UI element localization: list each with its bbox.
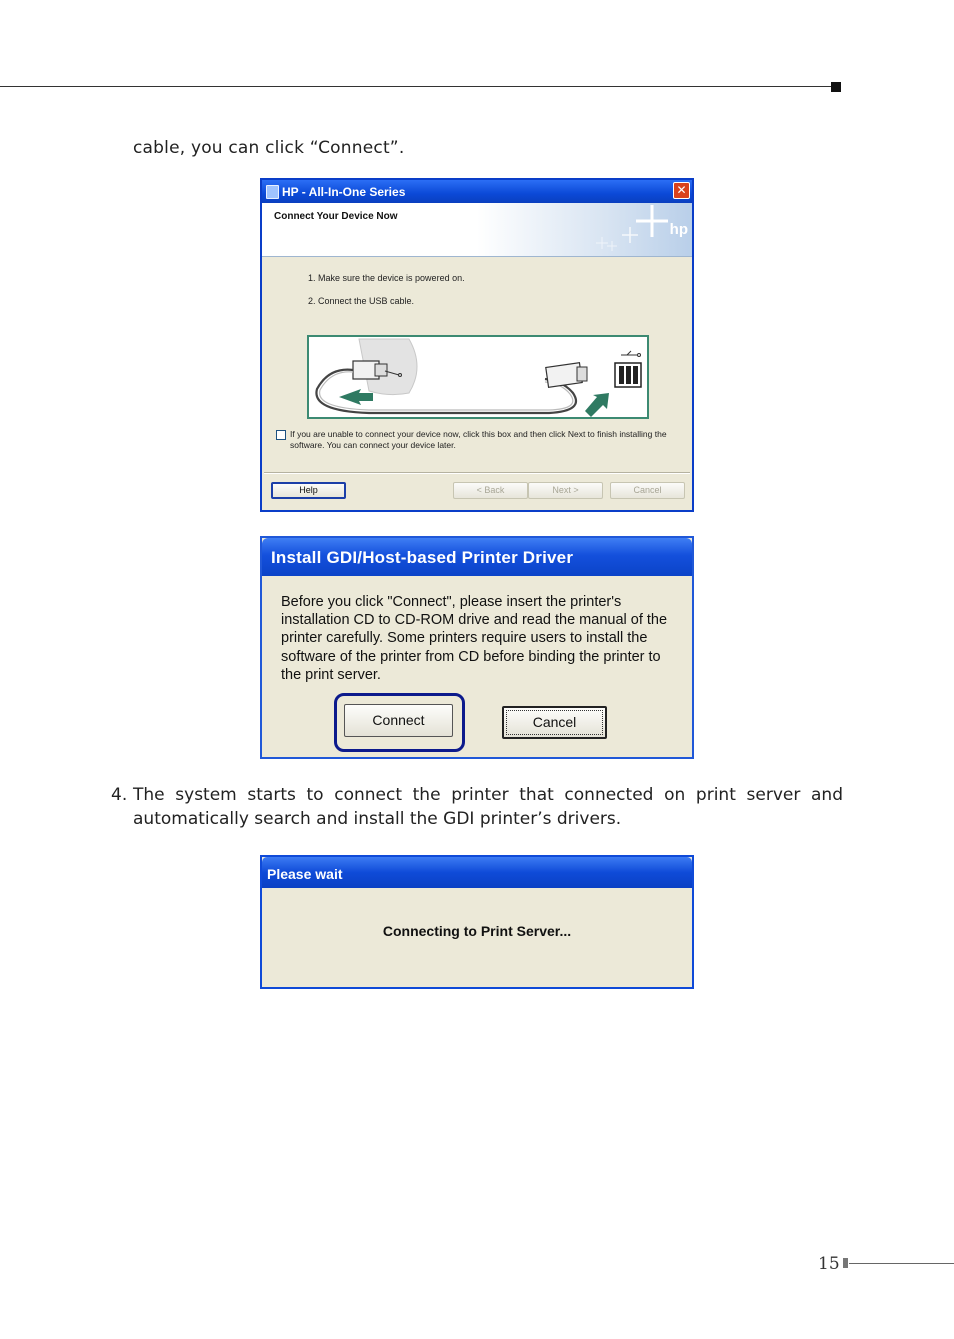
instruction-step-2: 2. Connect the USB cable. <box>308 296 415 306</box>
app-icon <box>266 185 279 199</box>
instruction-step-1: 1. Make sure the device is powered on. <box>308 273 465 283</box>
gdi-cancel-button[interactable] <box>502 706 607 739</box>
back-button[interactable]: < Back <box>453 482 528 499</box>
intro-text: cable, you can click “Connect”. <box>133 138 405 158</box>
header-square-marker <box>831 82 841 92</box>
usb-cable-icon <box>316 361 576 413</box>
usb-port-icon <box>546 351 641 387</box>
step-number: 4. <box>111 785 128 805</box>
arrow-icon <box>339 389 373 405</box>
hp-dialog-title: HP - All-In-One Series <box>282 185 406 199</box>
hp-connect-dialog <box>260 178 694 512</box>
cancel-button[interactable]: Cancel <box>610 482 685 499</box>
footer-rule <box>849 1263 954 1264</box>
button-separator <box>264 472 690 474</box>
plus-decoration-icon <box>594 203 674 255</box>
page-number: 15 <box>818 1254 840 1274</box>
wait-dialog-message: Connecting to Print Server... <box>382 923 572 939</box>
connect-later-checkbox[interactable] <box>276 430 286 440</box>
gdi-dialog-message: Before you click "Connect", please insert the printer's installation CD to CD-ROM drive and read the manual of the printer carefully. Some printers require users to install the software of the printer from CD before binding the printer to the print server. <box>281 594 668 683</box>
arrow-icon-right <box>585 393 609 417</box>
hp-dialog-banner <box>262 203 692 257</box>
usb-illustration <box>307 335 649 419</box>
close-icon[interactable]: ✕ <box>673 182 690 199</box>
gdi-dialog-titlebar[interactable] <box>262 538 692 576</box>
footer-marker <box>843 1258 848 1268</box>
hp-logo: hp <box>669 221 688 238</box>
wait-dialog-title: Please wait <box>267 866 343 882</box>
connect-later-label: If you are unable to connect your device now, click this box and then click Next to finish installing the software. You can connect your device later. <box>290 429 667 450</box>
step-text: The system starts to connect the printer that connected on print server and automatically search and install the GDI printer’s drivers. <box>133 785 843 829</box>
next-button[interactable]: Next > <box>528 482 603 499</box>
banner-title: Connect Your Device Now <box>274 211 398 222</box>
wait-dialog-titlebar[interactable] <box>262 857 692 888</box>
header-rule <box>0 86 832 87</box>
help-button[interactable]: Help <box>271 482 346 499</box>
connect-button[interactable]: Connect <box>344 704 453 737</box>
gdi-driver-dialog <box>260 536 694 759</box>
gdi-cancel-label: Cancel <box>506 710 603 735</box>
step-4 <box>111 783 843 831</box>
please-wait-dialog <box>260 855 694 989</box>
gdi-dialog-title: Install GDI/Host-based Printer Driver <box>271 548 574 567</box>
hp-dialog-titlebar[interactable] <box>262 180 692 203</box>
